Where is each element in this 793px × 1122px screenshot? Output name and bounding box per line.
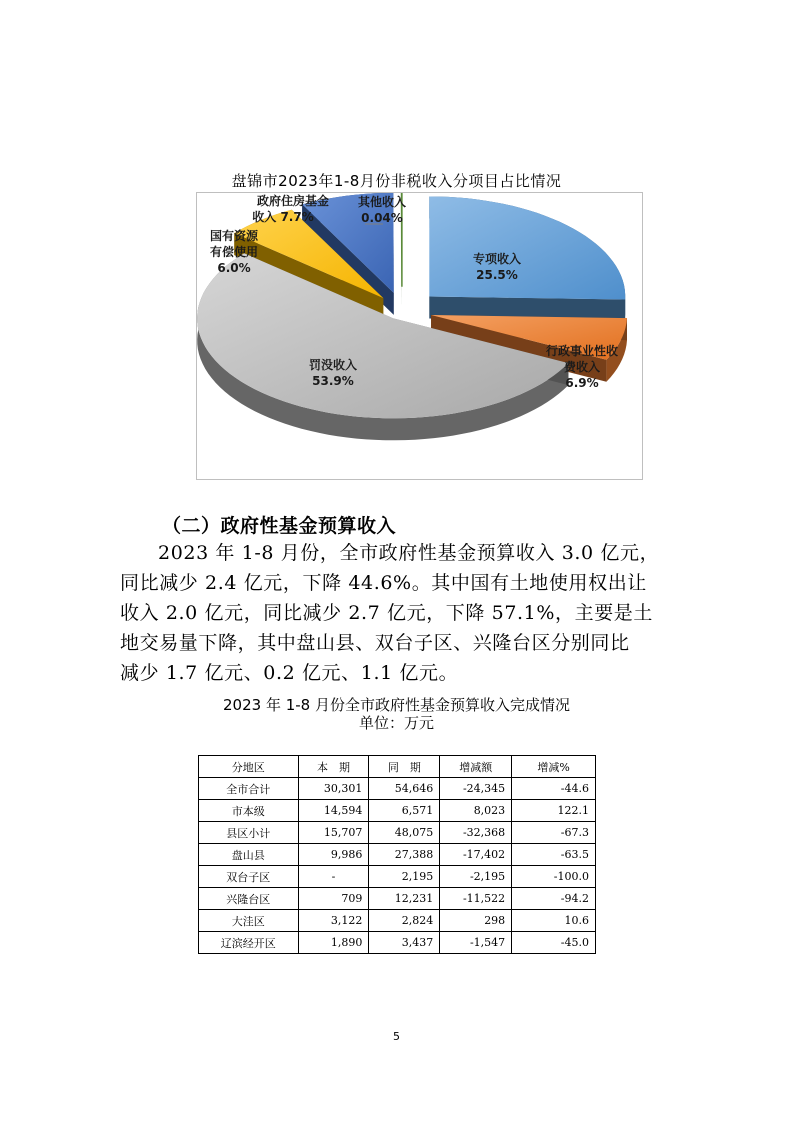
table-row bbox=[199, 800, 596, 822]
pie-slice-label: 罚没收入 53.9% bbox=[308, 358, 358, 388]
col-header-current: 本 期 bbox=[298, 756, 369, 778]
table-cell-value: 2,824 bbox=[369, 910, 440, 932]
table-cell-value: 10.6 bbox=[512, 910, 596, 932]
table-cell-value: 30,301 bbox=[298, 778, 369, 800]
table-cell-value: 298 bbox=[440, 910, 512, 932]
col-header-change-pct: 增减% bbox=[512, 756, 596, 778]
budget-table bbox=[198, 755, 596, 954]
table-cell-value: 3,122 bbox=[298, 910, 369, 932]
pie-chart-canvas bbox=[197, 193, 644, 481]
table-title: 2023 年 1-8 月份全市政府性基金预算收入完成情况 bbox=[223, 696, 570, 714]
paragraph-line: 2023 年 1-8 月份，全市政府性基金预算收入 3.0 亿元， bbox=[158, 542, 660, 564]
col-header-region: 分地区 bbox=[199, 756, 299, 778]
table-cell-value: 122.1 bbox=[512, 800, 596, 822]
table-cell-value: 12,231 bbox=[369, 888, 440, 910]
table-row bbox=[199, 888, 596, 910]
body-paragraph bbox=[120, 538, 680, 688]
table-cell-value: -17,402 bbox=[440, 844, 512, 866]
table-cell-value: -11,522 bbox=[440, 888, 512, 910]
table-cell-value: 48,075 bbox=[369, 822, 440, 844]
table-cell-region: 全市合计 bbox=[199, 778, 299, 800]
table-cell-value: 9,986 bbox=[298, 844, 369, 866]
table-cell-value: 3,437 bbox=[369, 932, 440, 954]
table-cell-value: -67.3 bbox=[512, 822, 596, 844]
pie-slice-label: 其他收入 0.04% bbox=[357, 195, 407, 225]
table-cell-value: -44.6 bbox=[512, 778, 596, 800]
table-cell-value: -100.0 bbox=[512, 866, 596, 888]
table-unit: 单位：万元 bbox=[358, 714, 434, 732]
table-cell-value: - bbox=[298, 866, 369, 888]
table-row bbox=[199, 866, 596, 888]
table-row bbox=[199, 822, 596, 844]
col-header-change: 增减额 bbox=[440, 756, 512, 778]
table-cell-value: -45.0 bbox=[512, 932, 596, 954]
table-cell-region: 大洼区 bbox=[199, 910, 299, 932]
pie-slice-label: 行政事业性收费收入 6.9% bbox=[545, 344, 619, 390]
table-cell-value: 15,707 bbox=[298, 822, 369, 844]
table-row bbox=[199, 910, 596, 932]
table-cell-region: 双台子区 bbox=[199, 866, 299, 888]
section-heading: （二）政府性基金预算收入 bbox=[162, 515, 397, 537]
table-cell-region: 盘山县 bbox=[199, 844, 299, 866]
table-cell-value: -63.5 bbox=[512, 844, 596, 866]
table-cell-region: 辽滨经开区 bbox=[199, 932, 299, 954]
table-cell-value: 14,594 bbox=[298, 800, 369, 822]
paragraph-line: 收入 2.0 亿元，同比减少 2.7 亿元，下降 57.1%，主要是土 bbox=[120, 602, 653, 624]
table-row bbox=[199, 932, 596, 954]
col-header-previous: 同 期 bbox=[369, 756, 440, 778]
chart-title: 盘锦市2023年1-8月份非税收入分项目占比情况 bbox=[231, 172, 562, 190]
paragraph-line: 减少 1.7 亿元、0.2 亿元、1.1 亿元。 bbox=[120, 662, 459, 684]
pie-chart bbox=[196, 192, 643, 480]
table-header-row bbox=[199, 756, 596, 778]
table-cell-value: 54,646 bbox=[369, 778, 440, 800]
pie-slice-label: 政府住房基金收入 7.7% bbox=[252, 194, 330, 224]
table-cell-value: -94.2 bbox=[512, 888, 596, 910]
pie-slice-label: 专项收入 25.5% bbox=[472, 252, 522, 282]
table-cell-value: -2,195 bbox=[440, 866, 512, 888]
table-cell-value: 6,571 bbox=[369, 800, 440, 822]
paragraph-line: 同比减少 2.4 亿元，下降 44.6%。其中国有土地使用权出让 bbox=[120, 572, 647, 594]
table-cell-region: 市本级 bbox=[199, 800, 299, 822]
table-cell-value: 2,195 bbox=[369, 866, 440, 888]
table-cell-region: 兴隆台区 bbox=[199, 888, 299, 910]
table-cell-value: 1,890 bbox=[298, 932, 369, 954]
table-cell-value: 27,388 bbox=[369, 844, 440, 866]
page-number: 5 bbox=[393, 1030, 400, 1043]
table-cell-value: -1,547 bbox=[440, 932, 512, 954]
table-row bbox=[199, 778, 596, 800]
table-cell-value: 8,023 bbox=[440, 800, 512, 822]
pie-slice bbox=[429, 197, 625, 300]
table-cell-value: -32,368 bbox=[440, 822, 512, 844]
paragraph-line: 地交易量下降，其中盘山县、双台子区、兴隆台区分别同比 bbox=[120, 632, 630, 654]
pie-slice-label: 国有资源有偿使用 6.0% bbox=[209, 229, 259, 275]
table-cell-value: 709 bbox=[298, 888, 369, 910]
table-cell-value: -24,345 bbox=[440, 778, 512, 800]
table-row bbox=[199, 844, 596, 866]
table-cell-region: 县区小计 bbox=[199, 822, 299, 844]
